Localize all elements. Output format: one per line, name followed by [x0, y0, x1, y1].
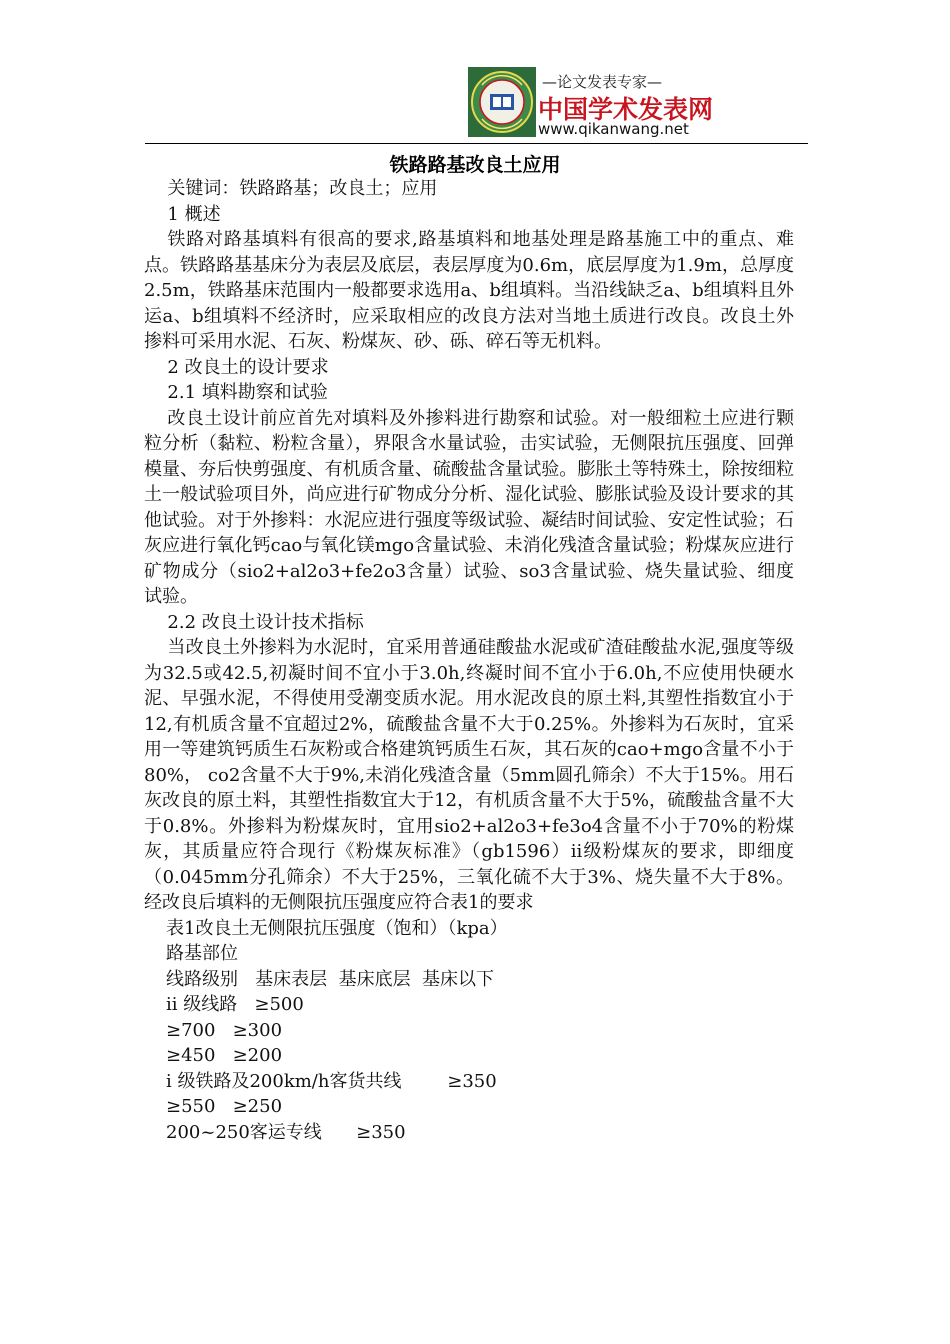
document-title: 铁路路基改良土应用	[389, 154, 561, 176]
site-logo	[468, 67, 714, 139]
section-2-heading: 2 改良土的设计要求	[167, 356, 329, 378]
section-2-1-body: 改良土设计前应首先对填料及外掺料进行勘察和试验。对一般细粒土应进行颗粒分析（黏粒、粉粒含量），界限含水量试验，击实试验，无侧限抗压强度、回弹模量、夯后快剪强度、有机质含量、硫酸盐含量试验。膨胀土等特殊土，除按细粒土一般试验项目外，尚应进行矿物成分分析、湿化试验、膨胀试验及设计要求的其他试验。对于外掺料：水泥应进行强度等级试验、凝结时间试验、安定性试验；石灰应进行氧化钙cao与氧化镁mgo含量试验、未消化残渣含量试验；粉煤灰应进行矿物成分（sio2+al2o3+fe2o3含量）试验、so3含量试验、烧失量试验、细度试验。	[144, 407, 794, 607]
table-line: ⅰ 级铁路及200km/h客货共线 ≥350	[166, 1070, 497, 1092]
header-divider	[145, 143, 808, 144]
section-1-body: 铁路对路基填料有很高的要求,路基填料和地基处理是路基施工中的重点、难点。铁路路基基床分为表层及底层，表层厚度为0.6m，底层厚度为1.9m，总厚度2.5m，铁路基床范围内一般都要求选用a、b组填料。当沿线缺乏a、b组填料且外运a、b组填料不经济时，应采取相应的改良方法对当地土质进行改良。改良土外掺料可采用水泥、石灰、粉煤灰、砂、砾、碎石等无机料。	[144, 229, 794, 352]
section-2-2-body: 当改良土外掺料为水泥时，宜采用普通硅酸盐水泥或矿渣硅酸盐水泥,强度等级为32.5或42.5,初凝时间不宜小于3.0h,终凝时间不宜小于6.0h,不应使用快硬水泥、早强水泥，不得使用受潮变质水泥。用水泥改良的原土料,其塑性指数宜小于12,有机质含量不宜超过2%，硫酸盐含量不大于0.25%。外掺料为石灰时，宜采用一等建筑钙质生石灰粉或合格建筑钙质生石灰，其石灰的cao+mgo含量不小于80%， co2含量不大于9%,未消化残渣含量（5mm圆孔筛余）不大于15%。用石灰改良的原土料，其塑性指数宜大于12，有机质含量不大于5%，硫酸盐含量不大于0.8%。外掺料为粉煤灰时，宜用sio2+al2o3+fe3o4含量不小于70%的粉煤灰，其质量应符合现行《粉煤灰标准》（gb1596）ⅱ级粉煤灰的要求，即细度（0.045mm分孔筛余）不大于25%，三氧化硫不大于3%、烧失量不大于8%。经改良后填料的无侧限抗压强度应符合表1的要求	[144, 637, 794, 913]
logo-slogan: —论文发表专家—	[542, 73, 663, 91]
table-line: ⅱ 级线路 ≥500	[166, 994, 304, 1015]
table-line: ≥450 ≥200	[166, 1045, 283, 1066]
seal-emblem-icon	[468, 67, 536, 137]
section-2-1-heading: 2.1 填料勘察和试验	[167, 382, 328, 403]
table-line: 200~250客运专线 ≥350	[166, 1121, 406, 1143]
table-line: 线路级别 基床表层 基床底层 基床以下	[166, 968, 495, 990]
section-2-2-heading: 2.2 改良土设计技术指标	[167, 611, 364, 633]
table-line: ≥550 ≥250	[166, 1096, 283, 1117]
logo-brand: 中国学术发表网	[538, 95, 714, 124]
logo-url: www.qikanwang.net	[538, 120, 689, 138]
document-body	[144, 176, 794, 1145]
section-1-heading: 1 概述	[167, 203, 221, 225]
table-line: 路基部位	[166, 943, 238, 964]
table-line: ≥700 ≥300	[166, 1019, 283, 1041]
keywords: 关键词：铁路路基；改良土；应用	[167, 178, 438, 199]
table-caption: 表1改良土无侧限抗压强度（饱和）（kpa）	[166, 917, 508, 939]
